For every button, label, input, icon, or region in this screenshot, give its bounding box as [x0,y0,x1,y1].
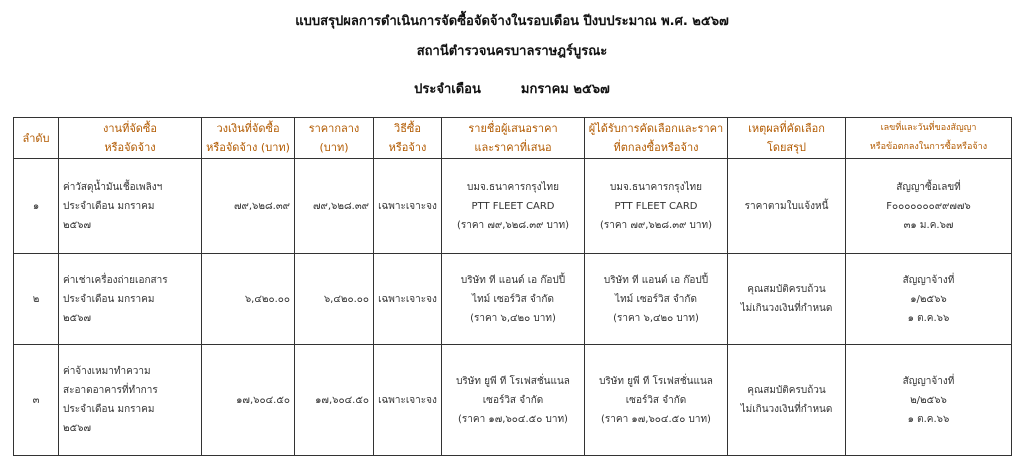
row-winner: บริษัท ยูพี ที โรเฟสชั่นแนล เซอร์วิส จำกัด (ราคา ๑๗,๖๐๔.๕๐ บาท) [585,345,728,456]
row-contract: สัญญาจ้างที่ ๒/๒๕๖๖ ๑ ต.ค.๖๖ [846,345,1012,456]
header-budget: วงเงินที่จัดซื้อ หรือจัดจ้าง (บาท) [202,118,295,159]
row-budget: ๖,๔๒๐.๐๐ [202,254,295,345]
report-period [0,78,1024,99]
row-contract: สัญญาจ้างที่ ๑/๒๕๖๖ ๑ ต.ค.๖๖ [846,254,1012,345]
row-median-price: ๑๗,๖๐๔.๕๐ [295,345,374,456]
header-winner: ผู้ได้รับการคัดเลือกและราคา ที่ตกลงซื้อหรือจ้าง [585,118,728,159]
row-no: ๑ [14,159,59,254]
row-winner: บริษัท ที แอนด์ เอ ก๊อปปี้ ไทม์ เซอร์วิส จำกัด (ราคา ๖,๔๒๐ บาท) [585,254,728,345]
row-bidders: บริษัท ที แอนด์ เอ ก๊อปปี้ ไทม์ เซอร์วิส จำกัด (ราคา ๖,๔๒๐ บาท) [442,254,585,345]
header-median-price: ราคากลาง (บาท) [295,118,374,159]
period-label: ประจำเดือน [414,82,481,97]
row-winner: บมจ.ธนาคารกรุงไทย PTT FLEET CARD (ราคา ๗๙,๖๒๘.๓๙ บาท) [585,159,728,254]
header-no: ลำดับ [14,118,59,159]
row-method: เฉพาะเจาะจง [374,345,442,456]
station-name: สถานีตำรวจนครบาลราษฎร์บูรณะ [416,44,608,59]
period-value: มกราคม ๒๕๖๗ [520,82,610,97]
row-reason: คุณสมบัติครบถ้วน ไม่เกินวงเงินที่กำหนด [728,254,846,345]
row-item: ค่าจ้างเหมาทำความ สะอาดอาคารที่ทำการ ประจำเดือน มกราคม ๒๕๖๗ [59,345,202,456]
row-bidders: บริษัท ยูพี ที โรเฟสชั่นแนล เซอร์วิส จำกัด (ราคา ๑๗,๖๐๔.๕๐ บาท) [442,345,585,456]
row-method: เฉพาะเจาะจง [374,159,442,254]
procurement-table [13,117,1012,456]
row-reason: คุณสมบัติครบถ้วน ไม่เกินวงเงินที่กำหนด [728,345,846,456]
header-reason: เหตุผลที่คัดเลือก โดยสรุป [728,118,846,159]
row-item: ค่าวัสดุน้ำมันเชื้อเพลิงฯ ประจำเดือน มกราคม ๒๕๖๗ [59,159,202,254]
table-row [14,345,1012,456]
row-budget: ๑๗,๖๐๔.๕๐ [202,345,295,456]
header-item: งานที่จัดซื้อ หรือจัดจ้าง [59,118,202,159]
row-item: ค่าเช่าเครื่องถ่ายเอกสาร ประจำเดือน มกราคม ๒๕๖๗ [59,254,202,345]
table-row [14,159,1012,254]
header-bidders: รายชื่อผู้เสนอราคา และราคาที่เสนอ [442,118,585,159]
row-median-price: ๖,๔๒๐.๐๐ [295,254,374,345]
header-contract: เลขที่และวันที่ของสัญญา หรือข้อตกลงในการซื้อหรือจ้าง [846,118,1012,159]
table-row [14,254,1012,345]
row-bidders: บมจ.ธนาคารกรุงไทย PTT FLEET CARD (ราคา ๗๙,๖๒๘.๓๙ บาท) [442,159,585,254]
row-method: เฉพาะเจาะจง [374,254,442,345]
row-budget: ๗๙,๖๒๘.๓๙ [202,159,295,254]
table-header-row [14,118,1012,159]
row-median-price: ๗๙,๖๒๘.๓๙ [295,159,374,254]
row-no: ๒ [14,254,59,345]
row-no: ๓ [14,345,59,456]
document-title: แบบสรุปผลการดำเนินการจัดซื้อจัดจ้างในรอบเดือน ปีงบประมาณ พ.ศ. ๒๕๖๗ [295,14,729,29]
row-contract: สัญญาซื้อเลขที่ F๐๐๐๐๐๐๐๙๙๗๗๖ ๓๑ ม.ค.๖๗ [846,159,1012,254]
row-reason: ราคาตามใบแจ้งหนี้ [728,159,846,254]
header-method: วิธีซื้อ หรือจ้าง [374,118,442,159]
